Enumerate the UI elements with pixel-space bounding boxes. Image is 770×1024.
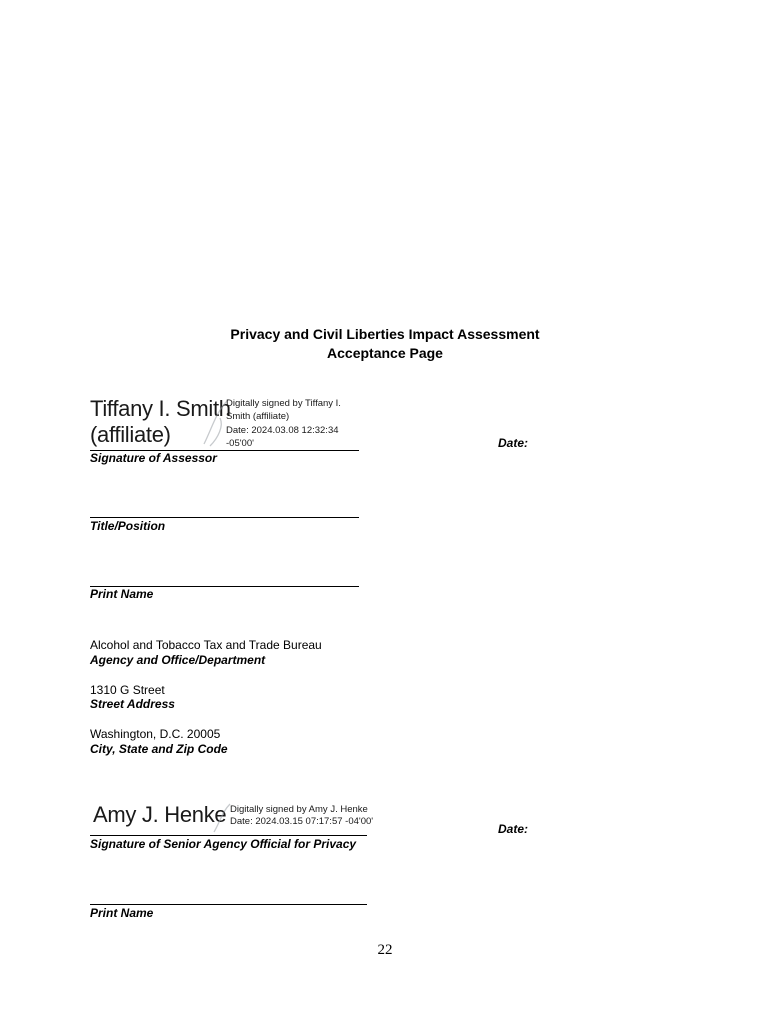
page-title: Privacy and Civil Liberties Impact Assessment <box>230 326 540 342</box>
street-address-value: 1310 G Street <box>90 683 165 697</box>
senior-official-signature-line <box>90 835 367 836</box>
assessor-signature-block <box>90 396 360 450</box>
city-state-zip-label: City, State and Zip Code <box>90 742 228 756</box>
senior-official-signature-label: Signature of Senior Agency Official for Privacy <box>90 837 357 851</box>
senior-official-digital-signature-line1: Digitally signed by Amy J. Henke <box>230 804 368 815</box>
street-address-label: Street Address <box>90 697 175 711</box>
assessor-signature-label: Signature of Assessor <box>90 451 217 465</box>
senior-official-print-name-label: Print Name <box>90 906 154 920</box>
assessor-signature-affiliation: (affiliate) <box>90 422 171 447</box>
agency-name-label: Agency and Office/Department <box>90 653 266 667</box>
agency-name-value: Alcohol and Tobacco Tax and Trade Bureau <box>90 638 322 652</box>
senior-official-date-label: Date: <box>498 822 529 836</box>
assessor-digital-signature-tz: -05'00' <box>226 438 254 449</box>
city-state-zip-value: Washington, D.C. 20005 <box>90 727 221 741</box>
page-subtitle: Acceptance Page <box>327 345 443 361</box>
page-number: 22 <box>377 942 393 958</box>
assessor-digital-signature-line2: Smith (affiliate) <box>226 411 290 422</box>
senior-official-digital-signature-date: Date: 2024.03.15 07:17:57 -04'00' <box>230 816 374 827</box>
senior-official-signature-name: Amy J. Henke <box>93 802 227 827</box>
senior-official-print-name-line <box>90 904 367 905</box>
assessor-date-label: Date: <box>498 436 529 450</box>
assessor-digital-signature-date: Date: 2024.03.08 12:32:34 <box>226 425 339 436</box>
assessor-digital-signature-line1: Digitally signed by Tiffany I. <box>226 398 341 409</box>
title-position-label: Title/Position <box>90 519 166 533</box>
assessor-signature-name: Tiffany I. Smith <box>90 396 231 421</box>
title-position-line <box>90 517 359 518</box>
senior-official-signature-block <box>92 800 374 834</box>
assessor-print-name-label: Print Name <box>90 587 154 601</box>
